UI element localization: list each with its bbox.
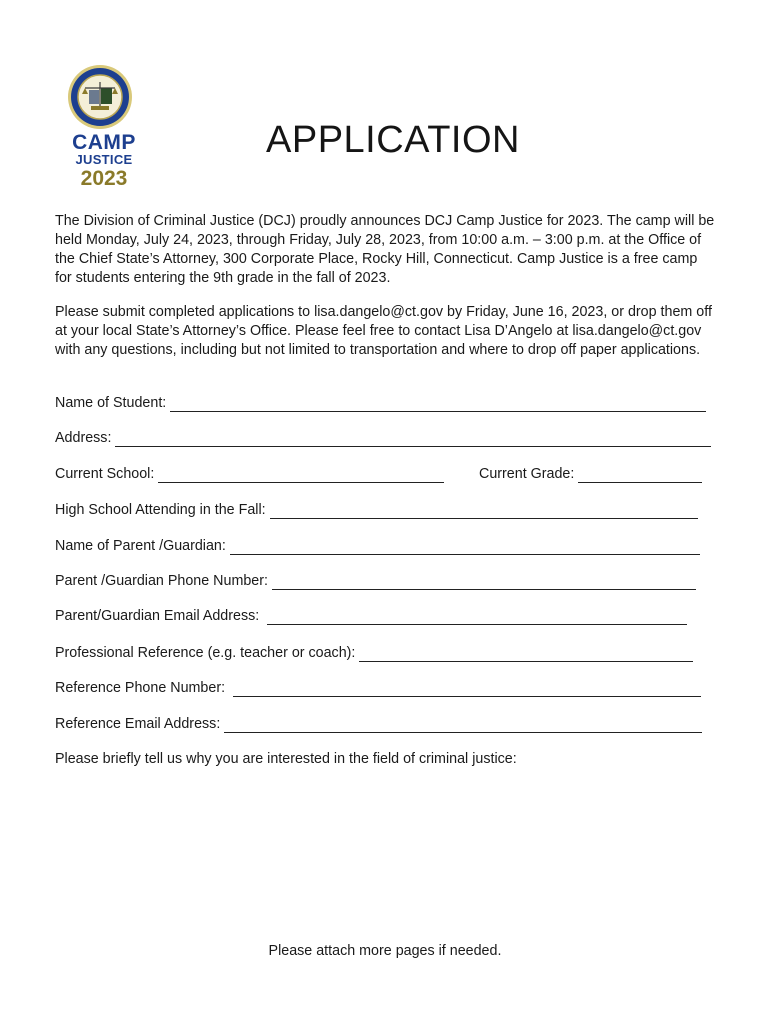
- current-school-field[interactable]: [158, 468, 444, 483]
- reference-row: [55, 644, 693, 662]
- parent-name-row: [55, 537, 700, 555]
- current-school-row: [55, 465, 444, 483]
- reference-phone-field[interactable]: [233, 682, 701, 697]
- parent-phone-label: Parent /Guardian Phone Number:: [55, 573, 268, 589]
- parent-email-field[interactable]: [267, 610, 687, 625]
- parent-phone-row: [55, 572, 696, 590]
- reference-phone-row: [55, 679, 701, 697]
- page-title: APPLICATION: [266, 119, 520, 161]
- parent-name-label: Name of Parent /Guardian:: [55, 538, 226, 554]
- reference-email-label: Reference Email Address:: [55, 716, 221, 732]
- student-name-row: [55, 394, 706, 412]
- parent-name-field[interactable]: [230, 540, 700, 555]
- current-grade-field[interactable]: [578, 468, 702, 483]
- student-name-label: Name of Student:: [55, 395, 167, 411]
- logo-year-text: 2023: [80, 167, 128, 190]
- submit-instructions-paragraph: Please submit completed applications to lisa.dangelo@ct.gov by Friday, June 16, 2023, or drop them off at your local State’s Attorney’s Office. Please feel free to contact Lisa D’Angelo at lisa.dangelo@ct.gov with any questions, including but not limited to transportation and where to drop off paper applications.: [55, 304, 712, 358]
- reference-label: Professional Reference (e.g. teacher or coach):: [55, 645, 356, 661]
- reference-field[interactable]: [359, 647, 693, 662]
- logo-camp-text: CAMP: [72, 131, 136, 154]
- address-field[interactable]: [115, 432, 711, 447]
- address-row: [55, 429, 711, 447]
- parent-phone-field[interactable]: [272, 575, 696, 590]
- high-school-row: [55, 501, 698, 519]
- current-school-label: Current School:: [55, 466, 155, 482]
- interest-prompt: Please briefly tell us why you are interested in the field of criminal justice:: [55, 751, 517, 767]
- intro-paragraph: The Division of Criminal Justice (DCJ) proudly announces DCJ Camp Justice for 2023. The camp will be held Monday, July 24, 2023, through Friday, July 28, 2023, from 10:00 a.m. – 3:00 p.m. at the Office of the Chief State’s Attorney, 300 Corporate Place, Rocky Hill, Connecticut. Camp Justice is a free camp for students entering the 9th grade in the fall of 2023.: [55, 213, 715, 286]
- reference-email-row: [55, 715, 702, 733]
- footer-note: Please attach more pages if needed.: [268, 943, 502, 959]
- reference-phone-label: Reference Phone Number:: [55, 680, 226, 696]
- interest-answer-area[interactable]: [55, 772, 715, 932]
- high-school-field[interactable]: [270, 504, 698, 519]
- reference-email-field[interactable]: [224, 718, 702, 733]
- parent-email-row: [55, 607, 687, 625]
- current-grade-row: [479, 465, 702, 483]
- parent-email-label: Parent/Guardian Email Address:: [55, 608, 260, 624]
- logo-justice-text: JUSTICE: [75, 152, 133, 167]
- dcj-seal-icon: [67, 64, 133, 130]
- student-name-field[interactable]: [170, 397, 706, 412]
- current-grade-label: Current Grade:: [479, 466, 575, 482]
- high-school-label: High School Attending in the Fall:: [55, 502, 266, 518]
- address-label: Address:: [55, 430, 112, 446]
- camp-justice-logo: [62, 64, 146, 190]
